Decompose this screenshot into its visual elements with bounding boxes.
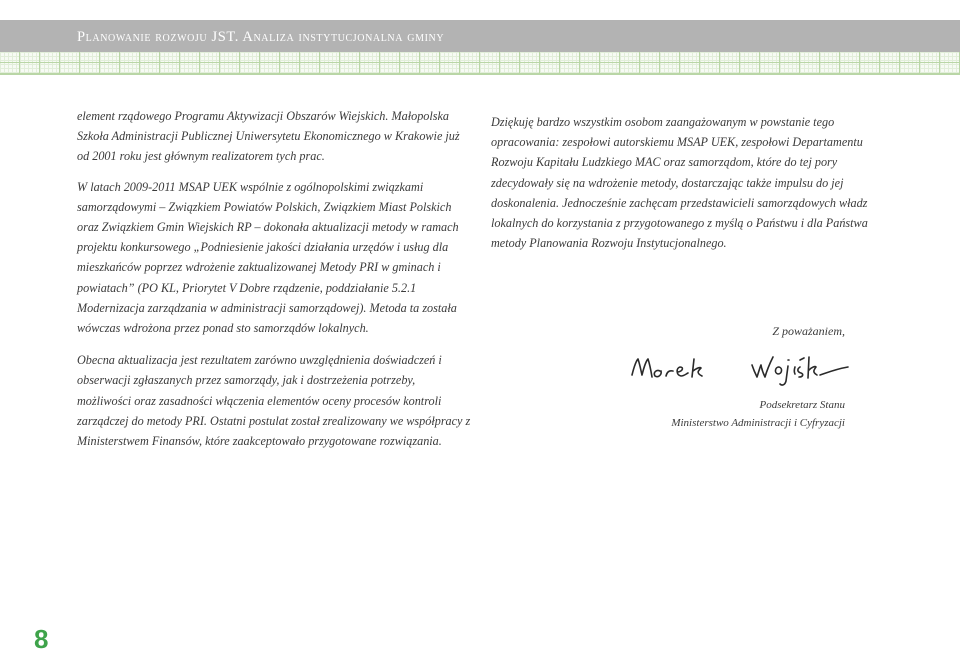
page-number: 8 [34,624,49,654]
paragraph: W latach 2009-2011 MSAP UEK wspólnie z ogólnopolskimi związkami samorządowymi – Związkiem Powiatów Polskich, Związkiem Miast Polskich oraz Związkiem Gmin Wiejskich RP – dokonała aktualizacji metody w ramach projektu konkursowego „Podniesienie jakości działania urzędów i usług dla mieszkańców poprzez wdrożenie zaktualizowanej Metody PRI w gminach i powiatach” (PO KL, Priorytet V Dobre rządzenie, poddziałanie 5.2.1 Modernizacja zarządzania w administracji samorządowej). Metoda ta została wówczas wdrożona przez ponad sto samorządów lokalnych. [77,179,459,336]
left-text-column [77,106,471,451]
handwritten-signature [626,345,856,395]
signatory-role [560,396,845,432]
signatory-ministry: Ministerstwo Administracji i Cyfryzacji [671,417,845,429]
paragraph: Dziękuję bardzo wszystkim osobom zaangażowanym w powstanie tego opracowania: zespołowi autorskiemu MSAP UEK, zespołowi Departamentu Rozwoju Kapitału Ludzkiego MAC oraz samorządom, które do tej pory zdecydowały się na wdrożenie metody, dostarczając także impulsu do jej doskonalenia. Jednocześnie zachęcam przedstawicieli samorządowych władz lokalnych do korzystania z przygotowanego z myślą o Państwu i dla Państwa metody Planowania Rozwoju Instytucjonalnego. [491,115,868,251]
graph-paper-band [0,52,960,75]
paragraph: Obecna aktualizacja jest rezultatem zarówno uwzględnienia doświadczeń i obserwacji zgłaszanych przez samorządy, jak i dostrzeżenia potrzeby, możliwości oraz zasadności włączenia elementów oceny procesów kontroli zarządczej do metody PRI. Ostatni postulat został zrealizowany we współpracy z Ministerstwem Finansów, które zaakceptowało przygotowane rozwiązania. [77,353,471,449]
paragraph: element rządowego Programu Aktywizacji Obszarów Wiejskich. Małopolska Szkoła Administracji Publicznej Uniwersytetu Ekonomicznego w Krakowie już od 2001 roku jest głównym realizatorem tych prac. [77,109,460,164]
running-header-title: Planowanie rozwoju JST. Analiza instytucjonalna gminy [77,29,445,45]
signatory-title: Podsekretarz Stanu [759,399,845,411]
right-text-column [491,112,887,253]
salutation: Z poważaniem, [772,324,845,338]
